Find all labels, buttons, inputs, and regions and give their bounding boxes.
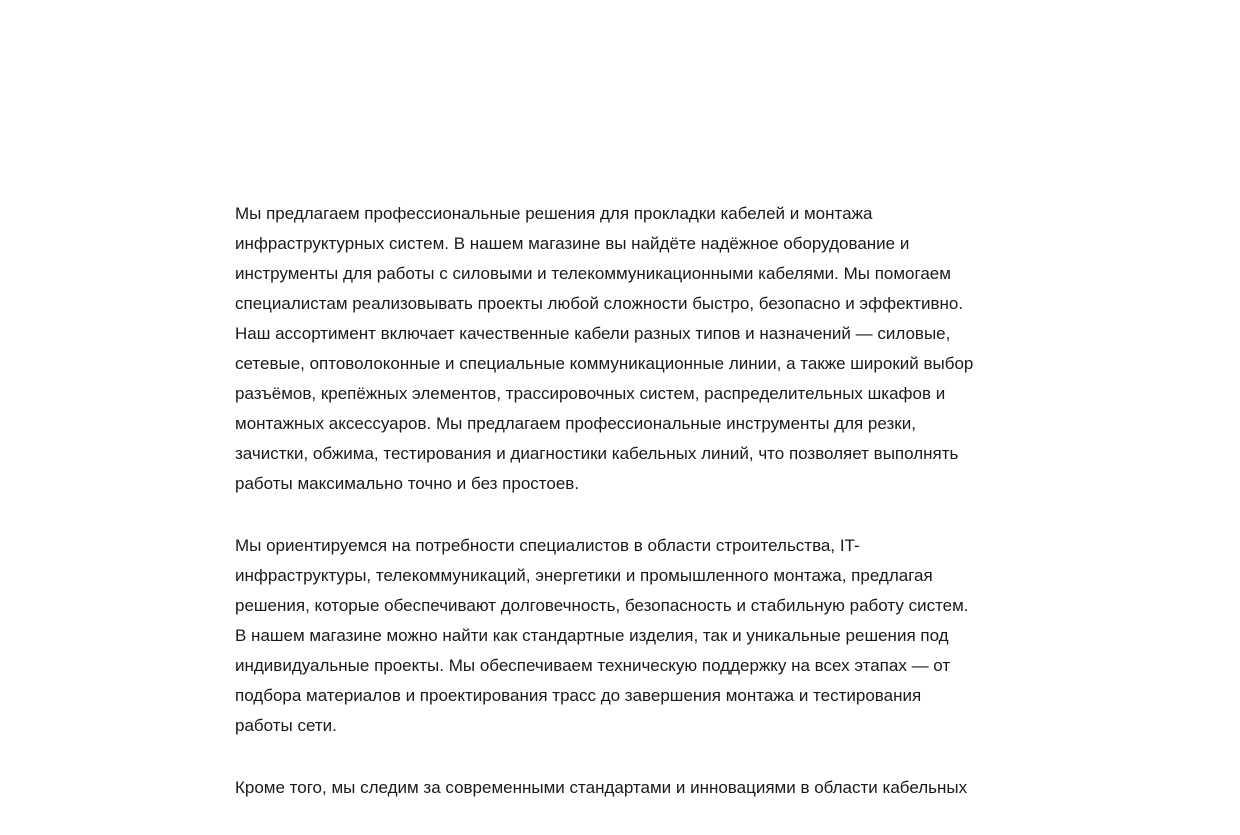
article-text-block xyxy=(235,199,981,835)
paragraph-intro: Мы предлагаем профессиональные решения для прокладки кабелей и монтажа инфраструктурных систем. В нашем магазине вы найдёте надёжное оборудование и инструменты для работы с силовыми и телекоммуникационными кабелями. Мы помогаем специалистам реализовывать проекты любой сложности быстро, безопасно и эффективно. Наш ассортимент включает качественные кабели разных типов и назначений — силовые, сетевые, оптоволоконные и специальные коммуникационные линии, а также широкий выбор разъёмов, крепёжных элементов, трассировочных систем, распределительных шкафов и монтажных аксессуаров. Мы предлагаем профессиональные инструменты для резки, зачистки, обжима, тестирования и диагностики кабельных линий, что позволяет выполнять работы максимально точно и без простоев. xyxy=(235,204,974,493)
paragraph-standards-truncated: Кроме того, мы следим за современными стандартами и инновациями в области кабельных xyxy=(235,778,968,797)
paragraph-audience: Мы ориентируемся на потребности специалистов в области строительства, IT-инфраструктуры, телекоммуникаций, энергетики и промышленного монтажа, предлагая решения, которые обеспечивают долговечность, безопасность и стабильную работу систем. В нашем магазине можно найти как стандартные изделия, так и уникальные решения под индивидуальные проекты. Мы обеспечиваем техническую поддержку на всех этапах — от подбора материалов и проектирования трасс до завершения монтажа и тестирования работы сети. xyxy=(235,536,969,735)
